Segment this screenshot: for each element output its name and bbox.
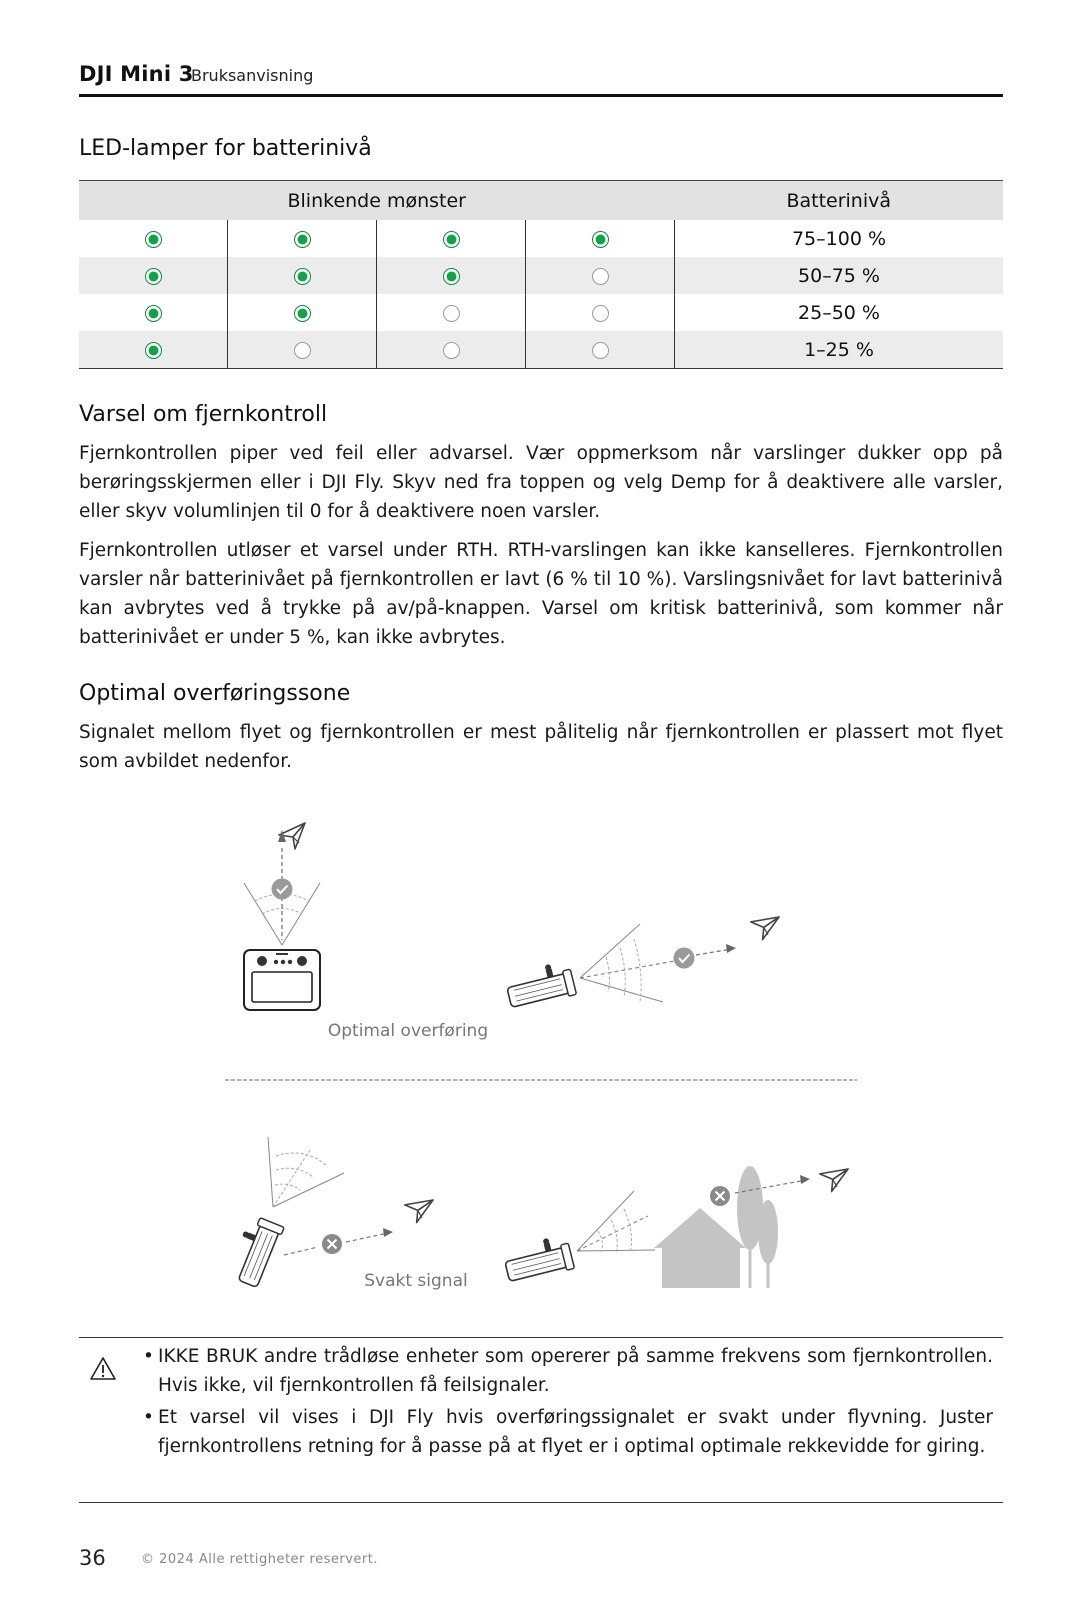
house-obstacle xyxy=(654,1208,746,1288)
weak-upward-view xyxy=(226,1137,433,1289)
remote-controller-side xyxy=(226,1214,284,1289)
optimal-front-view xyxy=(244,823,320,1010)
aircraft-icon xyxy=(401,1193,433,1225)
zone-section-title: Optimal overføringssone xyxy=(79,681,351,706)
weak-obstructed-view xyxy=(502,1162,848,1288)
remote-controller-side xyxy=(504,959,577,1010)
alert-paragraph-1: Fjernkontrollen piper ved feil eller advarsel. Vær oppmerksom når varslinger dukker opp på berøringsskjermen eller i DJI Fly. Skyv ned fra toppen og velg Demp for å deaktivere alle varsler, eller skyv volumlinjen til 0 for å deaktivere noen varsler. xyxy=(79,443,1003,522)
battery-level-cell: 25–50 % xyxy=(798,301,880,324)
remote-controller-front xyxy=(244,950,320,1010)
document-title: Bruksanvisning xyxy=(191,66,314,85)
optimal-side-view xyxy=(504,910,779,1010)
brand-name: DJI Mini 3 xyxy=(79,62,194,86)
ok-check-icon xyxy=(674,948,695,969)
no-signal-x-icon xyxy=(710,1186,730,1206)
remote-controller-side xyxy=(502,1233,575,1284)
no-signal-x-icon xyxy=(322,1234,342,1254)
col-header-pattern: Blinkende mønster xyxy=(79,181,675,221)
alert-paragraph-2: Fjernkontrollen utløser et varsel under RTH. RTH-varslingen kan ikke kanselleres. Fjernkontrollen varsler når batterinivået på fjernkontrollen er lavt (6 % til 10 %). Varslingsnivået for lavt batterinivå kan avbrytes ved å trykke på av/på-knappen. Varsel om kritisk batterinivå, som kommer når batterinivået er under 5 %, kan ikke avbrytes. xyxy=(79,540,1003,648)
warning-list xyxy=(143,1342,993,1464)
caption-optimal: Optimal overføring xyxy=(327,1021,489,1041)
page-number: 36 xyxy=(79,1546,106,1570)
warning-item-1: • IKKE BRUK andre trådløse enheter som opererer på samme frekvens som fjernkontrollen. Hvis ikke, vil fjernkontrollen få feilsignaler. xyxy=(143,1342,993,1400)
aircraft-icon xyxy=(816,1162,848,1194)
battery-level-cell: 1–25 % xyxy=(675,331,1004,369)
tree-obstacles xyxy=(737,1166,778,1288)
aircraft-icon xyxy=(747,910,779,942)
ok-check-icon xyxy=(272,879,293,900)
battery-level-cell: 50–75 % xyxy=(675,257,1004,294)
led-section-title: LED-lamper for batterinivå xyxy=(79,136,372,161)
battery-level-cell: 75–100 % xyxy=(791,227,887,250)
zone-paragraph: Signalet mellom flyet og fjernkontrollen er mest pålitelig når fjernkontrollen er plassert mot flyet som avbildet nedenfor. xyxy=(79,722,1003,772)
alert-section-title: Varsel om fjernkontroll xyxy=(79,402,328,427)
warning-box xyxy=(79,1337,1003,1503)
caption-weak: Svakt signal xyxy=(364,1271,468,1291)
col-header-level: Batterinivå xyxy=(675,181,1004,221)
warning-item-2: • Et varsel vil vises i DJI Fly hvis overføringssignalet er svakt under flyvning. Juster fjernkontrollens retning for å passe på at flyet er i optimal optimale rekkevidde for giring. xyxy=(143,1403,993,1461)
copyright-notice: © 2024 Alle rettigheter reservert. xyxy=(141,1552,378,1567)
warning-triangle-icon xyxy=(89,1356,117,1382)
